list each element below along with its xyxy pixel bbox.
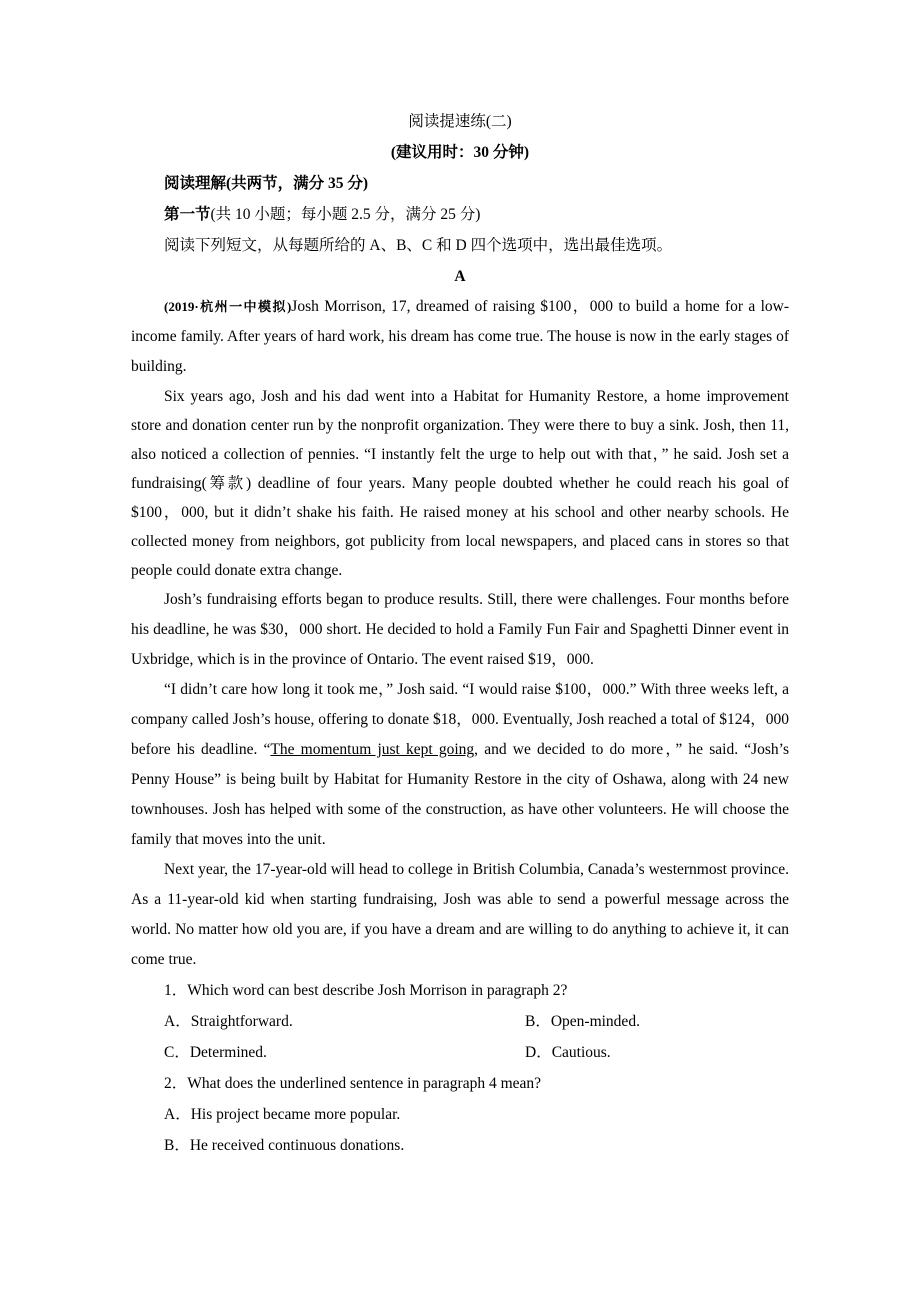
question-1-stem: 1．Which word can best describe Josh Morrison in paragraph 2? [164,982,568,999]
part-label: 第一节 [164,206,211,223]
part-rest: (共 10 小题；每小题 2.5 分，满分 25 分) [210,206,481,223]
source-tag: (2019·杭州一中模拟) [164,299,292,314]
paragraph-4 [131,675,789,855]
question-2-option-a[interactable]: A．His project became more popular. [164,1106,401,1123]
instruction: 阅读下列短文，从每题所给的 A、B、C 和 D 四个选项中，选出最佳选项。 [164,237,673,254]
page-title: 阅读提速练(二) [408,113,512,130]
option-a[interactable]: A．Straightforward. [164,1013,293,1030]
question-2-stem: 2．What does the underlined sentence in paragraph 4 mean? [164,1075,542,1092]
paragraph-2: Six years ago, Josh and his dad went into a Habitat for Humanity Restore, a home improvement store and donation center run by the nonprofit organization. They were there to buy a sink. Josh, then 11, also noticed a collection of pennies. “I instantly felt the urge to help out with that，” he said. Josh set a fundraising(筹款) deadline of four years. Many people doubted whether he could reach his goal of $100，000, but it didn’t shake his faith. He raised money at his school and other nearby schools. He collected money from neighbors, got publicity from local newspapers, and placed cans in stores so that people could donate extra change. [131,388,789,579]
document-page [131,106,789,1161]
underlined-sentence: The momentum just kept going, [270,741,479,758]
option-b[interactable]: B．Open-minded. [525,1013,640,1030]
suggested-time: (建议用时：30 分钟) [390,144,530,161]
part-heading [131,199,789,230]
section-heading [131,168,789,199]
paragraph-1-text: Josh Morrison, 17, dreamed of raising $100，000 to build a home for a low-income family. After years of hard work, his dream has come true. The house is now in the early stages of building. [131,298,789,375]
question-1-options-row-2 [131,1037,789,1068]
section-heading-text: 阅读理解(共两节，满分 35 分) [164,175,369,192]
paragraph-4-after: and we decided to do more，” he said. “Josh’s Penny House” is being built by Habitat for Humanity Restore in the city of Oshawa, along with 24 new townhouses. Josh has helped with some of the construction, as have other volunteers. He will choose the family that moves into the unit. [131,741,790,848]
paragraph-1 [131,292,789,382]
question-2-option-b[interactable]: B．He received continuous donations. [164,1137,405,1154]
passage-label: A [454,268,466,285]
question-1-options-row-1 [131,1006,789,1037]
paragraph-4-before: “I didn’t care how long it took me，” Josh said. “I would raise $100，000.” With three weeks left, a company called Josh’s house, offering to donate $18，000. Eventually, Josh reached a total of $124，000 before his deadline. “ [131,681,789,758]
option-c[interactable]: C．Determined. [164,1044,267,1061]
paragraph-3: Josh’s fundraising efforts began to produce results. Still, there were challenges. Four months before his deadline, he was $30，000 short. He decided to hold a Family Fun Fair and Spaghetti Dinner event in Uxbridge, which is in the province of Ontario. The event raised $19，000. [131,591,789,668]
option-d[interactable]: D．Cautious. [525,1044,611,1061]
paragraph-5: Next year, the 17-year-old will head to college in British Columbia, Canada’s westernmost province. As a 11-year-old kid when starting fundraising, Josh was able to send a powerful message across the world. No matter how old you are, if you have a dream and are willing to do anything to achieve it, it can come true. [131,861,789,968]
